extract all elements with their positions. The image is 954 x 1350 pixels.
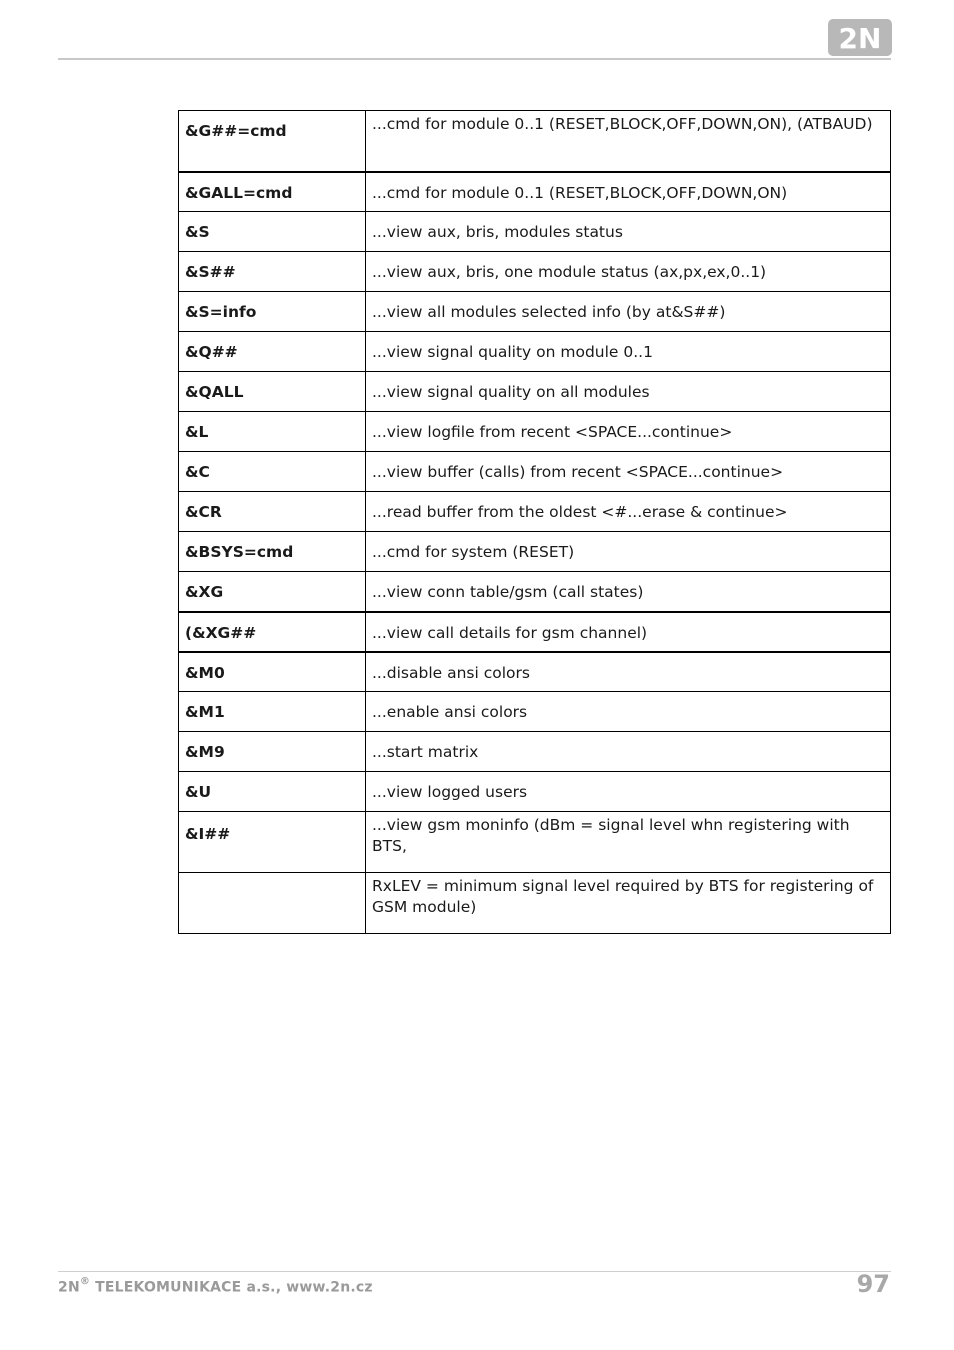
table-row: [179, 492, 891, 532]
table-row: [179, 292, 891, 332]
table-row: [179, 692, 891, 732]
description-cell: ...view signal quality on module 0..1: [366, 332, 891, 372]
command-cell: &S##: [179, 252, 366, 292]
description-cell: ...view aux, bris, modules status: [366, 212, 891, 252]
description-cell: ...enable ansi colors: [366, 692, 891, 732]
table-row: [179, 452, 891, 492]
description-cell: ...view conn table/gsm (call states): [366, 572, 891, 612]
description-cell: ...view all modules selected info (by at&S##): [366, 292, 891, 332]
command-cell: &C: [179, 452, 366, 492]
table-row: [179, 532, 891, 572]
page-number: 97: [856, 1270, 890, 1298]
command-cell: &M9: [179, 732, 366, 772]
logo-text: 2N: [838, 22, 882, 55]
command-cell: &S=info: [179, 292, 366, 332]
description-cell: ...view signal quality on all modules: [366, 372, 891, 412]
command-cell: [179, 873, 366, 934]
command-cell: &GALL=cmd: [179, 172, 366, 212]
command-cell: &XG: [179, 572, 366, 612]
command-cell: &L: [179, 412, 366, 452]
table-row: [179, 772, 891, 812]
description-cell: ...view call details for gsm channel): [366, 612, 891, 652]
footer-company: [58, 1278, 373, 1296]
footer-company-name: TELEKOMUNIKACE a.s., www.2n.cz: [90, 1279, 373, 1296]
footer-rule: [58, 1271, 891, 1272]
description-cell: ...view gsm moninfo (dBm = signal level whn registering with BTS,: [366, 812, 891, 873]
command-cell: &QALL: [179, 372, 366, 412]
brand-logo: [828, 19, 892, 56]
registered-mark: ®: [79, 1276, 91, 1287]
description-cell: ...cmd for module 0..1 (RESET,BLOCK,OFF,DOWN,ON), (ATBAUD): [366, 111, 891, 172]
footer-brand: 2N: [58, 1279, 80, 1296]
table-row: [179, 372, 891, 412]
description-cell: ...view logged users: [366, 772, 891, 812]
table-row: [179, 652, 891, 692]
command-cell: &CR: [179, 492, 366, 532]
table-row: [179, 111, 891, 172]
table-row: [179, 172, 891, 212]
command-cell: (&XG##: [179, 612, 366, 652]
command-cell: &G##=cmd: [179, 111, 366, 172]
description-cell: ...start matrix: [366, 732, 891, 772]
table-row: [179, 873, 891, 934]
table-row: [179, 812, 891, 873]
description-cell: ...read buffer from the oldest <#...erase & continue>: [366, 492, 891, 532]
description-cell: ...disable ansi colors: [366, 652, 891, 692]
command-cell: &Q##: [179, 332, 366, 372]
table-row: [179, 332, 891, 372]
table-row: [179, 252, 891, 292]
command-cell: &S: [179, 212, 366, 252]
table-row: [179, 412, 891, 452]
description-cell: ...view logfile from recent <SPACE...continue>: [366, 412, 891, 452]
table-row: [179, 212, 891, 252]
description-cell: ...cmd for system (RESET): [366, 532, 891, 572]
table-row: [179, 612, 891, 652]
command-table: [178, 110, 891, 934]
description-cell: ...cmd for module 0..1 (RESET,BLOCK,OFF,DOWN,ON): [366, 172, 891, 212]
command-cell: &I##: [179, 812, 366, 873]
command-cell: &M1: [179, 692, 366, 732]
command-cell: &M0: [179, 652, 366, 692]
header-rule: [58, 58, 891, 60]
description-cell: RxLEV = minimum signal level required by BTS for registering of GSM module): [366, 873, 891, 934]
table-row: [179, 572, 891, 612]
command-cell: &BSYS=cmd: [179, 532, 366, 572]
description-cell: ...view aux, bris, one module status (ax,px,ex,0..1): [366, 252, 891, 292]
table-row: [179, 732, 891, 772]
description-cell: ...view buffer (calls) from recent <SPACE...continue>: [366, 452, 891, 492]
command-cell: &U: [179, 772, 366, 812]
